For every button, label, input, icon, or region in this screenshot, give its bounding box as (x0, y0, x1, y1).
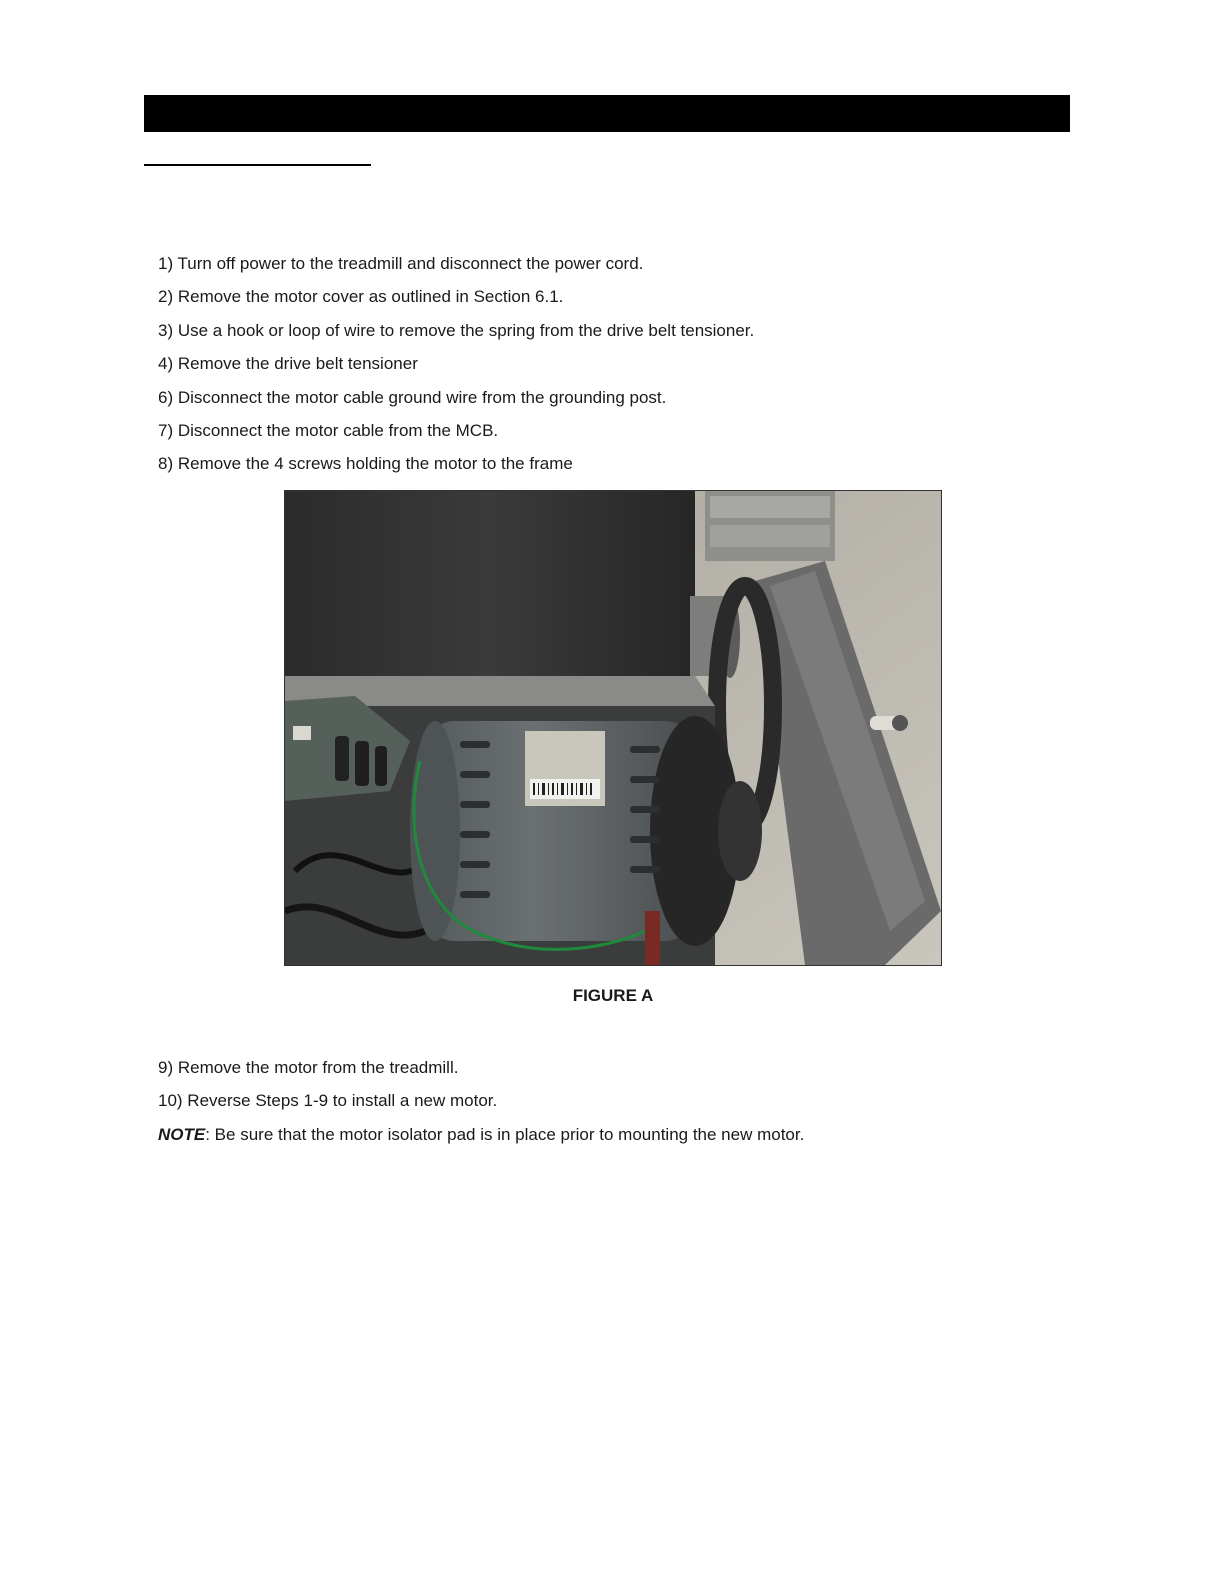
note-text: : Be sure that the motor isolator pad is in place prior to mounting the new motor. (205, 1124, 805, 1144)
note-line (158, 1118, 804, 1151)
section-header-bar (144, 95, 1070, 132)
note-label: NOTE (158, 1124, 206, 1144)
section-title-underline (144, 164, 371, 166)
step-item: 10) Reverse Steps 1-9 to install a new motor. (158, 1091, 498, 1111)
step-item: 3) Use a hook or loop of wire to remove the spring from the drive belt tensioner. (158, 320, 755, 340)
step-item: 9) Remove the motor from the treadmill. (158, 1058, 459, 1077)
step-item: 7) Disconnect the motor cable from the MCB. (158, 421, 499, 441)
steps-list-part-2 (158, 1051, 804, 1151)
step-item: 1) Turn off power to the treadmill and disconnect the power cord. (158, 254, 644, 273)
steps-list-part-1 (158, 247, 754, 481)
step-item: 8) Remove the 4 screws holding the motor to the frame (158, 454, 573, 474)
step-item: 4) Remove the drive belt tensioner (158, 354, 418, 374)
step-item: 6) Disconnect the motor cable ground wire from the grounding post. (158, 387, 667, 407)
step-item: 2) Remove the motor cover as outlined in Section 6.1. (158, 287, 564, 307)
figure-caption: FIGURE A (572, 986, 654, 1005)
motor-photo-illustration (285, 491, 941, 965)
figure-a-photo (284, 490, 942, 966)
